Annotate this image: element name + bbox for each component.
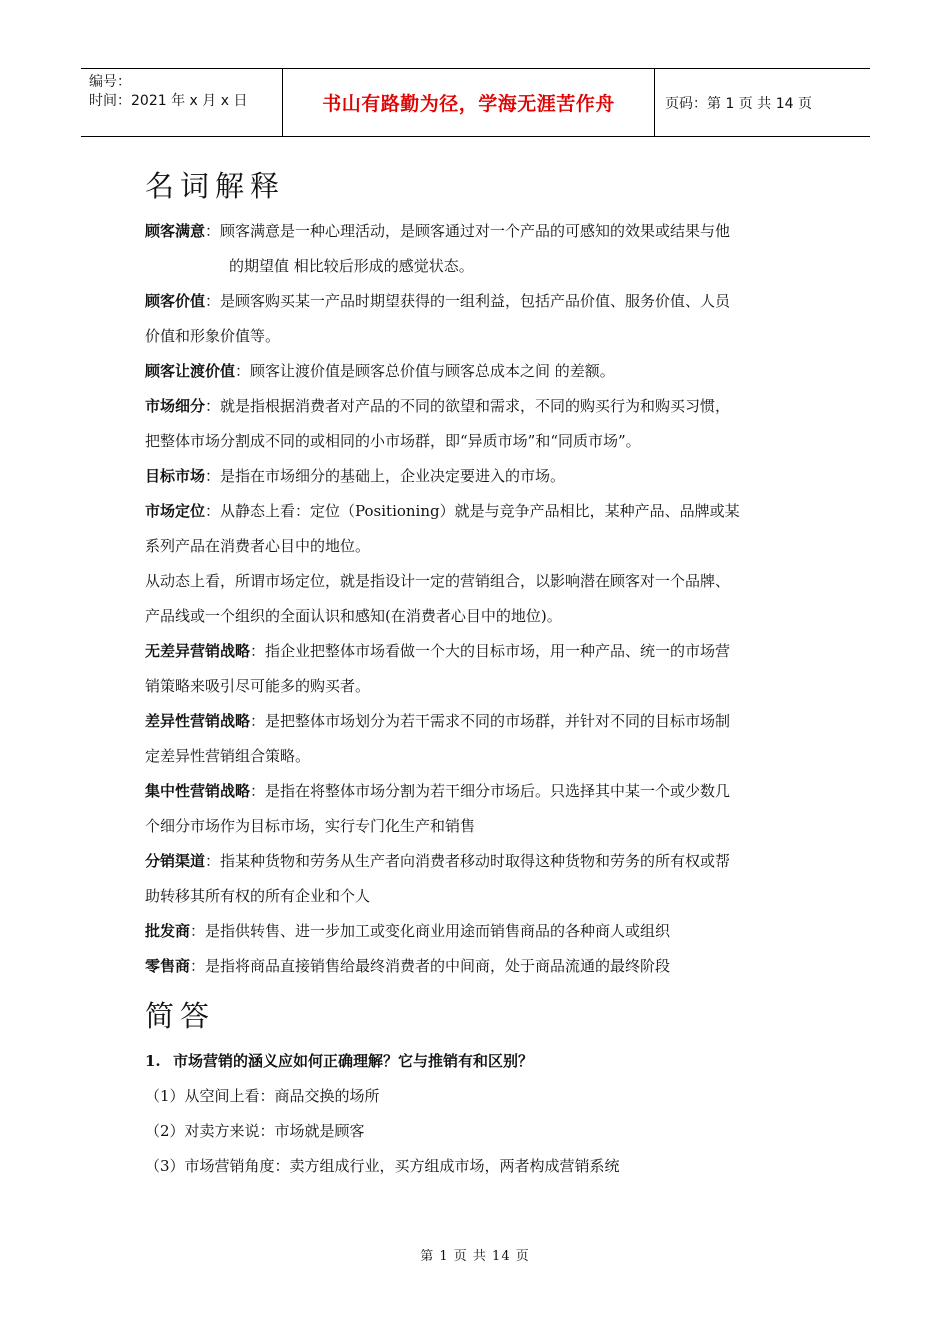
term-entry: [145, 774, 810, 809]
section-title-terms: 名词解释: [145, 169, 286, 203]
term-entry: [145, 949, 810, 984]
term-definition-continued: 助转移其所有权的所有企业和个人: [145, 887, 371, 905]
header-meta: [81, 69, 282, 136]
answer-item: （3）市场营销角度：卖方组成行业，买方组成市场，两者构成营销系统: [145, 1157, 620, 1175]
term-definition: 顾客满意是一种心理活动，是顾客通过对一个产品的可感知的效果或结果与他: [220, 222, 731, 240]
term-separator: ：: [205, 467, 221, 485]
term-name: 批发商: [145, 922, 191, 940]
question-text: 市场营销的涵义应如何正确理解？它与推销有和区别？: [173, 1052, 534, 1070]
term-entry: [145, 459, 810, 494]
term-definition: 顾客让渡价值是顾客总价值与顾客总成本之间 的差额。: [250, 362, 615, 380]
term-definition-continued: 价值和形象价值等。: [145, 327, 281, 345]
term-entry: [145, 214, 810, 249]
term-definition: 指企业把整体市场看做一个大的目标市场，用一种产品、统一的市场营: [265, 642, 731, 660]
term-name: 市场定位: [145, 502, 206, 520]
term-entry: [145, 389, 810, 424]
number-label: 编号：: [89, 74, 131, 90]
term-definition-continued: 个细分市场作为目标市场，实行专门化生产和销售: [145, 817, 476, 835]
term-name: 无差异营销战略: [145, 642, 251, 660]
term-separator: ：: [205, 502, 221, 520]
time-label: 时间：2021 年 x 月 x 日: [89, 93, 248, 109]
question: [145, 1044, 810, 1079]
term-name: 零售商: [145, 957, 191, 975]
term-separator: ：: [235, 362, 251, 380]
term-separator: ：: [205, 852, 221, 870]
term-entry: [145, 844, 810, 879]
term-separator: ：: [250, 712, 266, 730]
term-definition: 是指在将整体市场分割为若干细分市场后。只选择其中某一个或少数几: [265, 782, 731, 800]
term-definition-continued: 定差异性营销组合策略。: [145, 747, 311, 765]
question-number: 1.: [145, 1052, 161, 1070]
term-entry: [145, 354, 810, 389]
term-name: 顾客满意: [145, 222, 206, 240]
term-definition: 是指在市场细分的基础上，企业决定要进入的市场。: [220, 467, 566, 485]
term-definition: 是指供转售、进一步加工或变化商业用途而销售商品的各种商人或组织: [205, 922, 671, 940]
term-entry: [145, 704, 810, 739]
answer-item: （2）对卖方来说：市场就是顾客: [145, 1122, 365, 1140]
term-name: 顾客价值: [145, 292, 206, 310]
term-name: 目标市场: [145, 467, 206, 485]
term-separator: ：: [190, 957, 206, 975]
term-entry: [145, 914, 810, 949]
term-definition: 指某种货物和劳务从生产者向消费者移动时取得这种货物和劳务的所有权或帮: [220, 852, 731, 870]
page-header: [81, 68, 870, 137]
term-name: 差异性营销战略: [145, 712, 251, 730]
term-definition: 是指将商品直接销售给最终消费者的中间商，处于商品流通的最终阶段: [205, 957, 671, 975]
term-definition-continued: 把整体市场分割成不同的或相同的小市场群，即“异质市场”和“同质市场”。: [145, 432, 641, 450]
header-motto: 书山有路勤为径，学海无涯苦作舟: [282, 69, 655, 136]
term-separator: ：: [205, 222, 221, 240]
term-separator: ：: [190, 922, 206, 940]
term-definition-continued: 销策略来吸引尽可能多的购买者。: [145, 677, 371, 695]
answer-item: （1）从空间上看：商品交换的场所: [145, 1087, 380, 1105]
term-definition-continued: 的期望值 相比较后形成的感觉状态。: [229, 257, 474, 275]
term-entry: [145, 494, 810, 529]
section-title-short-answer: 简答: [145, 999, 216, 1033]
term-name: 市场细分: [145, 397, 206, 415]
term-separator: ：: [205, 397, 221, 415]
term-entry: [145, 284, 810, 319]
header-page-label: 页码：第 1 页 共 14 页: [665, 95, 812, 112]
term-list: [145, 214, 810, 984]
term-separator: ：: [205, 292, 221, 310]
term-entry: [145, 634, 810, 669]
term-name: 集中性营销战略: [145, 782, 251, 800]
page-footer: 第 1 页 共 14 页: [420, 1249, 530, 1264]
term-definition: 从静态上看：定位（Positioning）就是与竞争产品相比，某种产品、品牌或某: [220, 502, 740, 520]
plain-paragraph: 从动态上看，所谓市场定位，就是指设计一定的营销组合，以影响潜在顾客对一个品牌、: [145, 572, 731, 590]
term-separator: ：: [250, 642, 266, 660]
plain-paragraph-continued: 产品线或一个组织的全面认识和感知(在消费者心目中的地位)。: [145, 607, 562, 625]
term-name: 分销渠道: [145, 852, 206, 870]
term-separator: ：: [250, 782, 266, 800]
term-definition: 是把整体市场划分为若干需求不同的市场群，并针对不同的目标市场制: [265, 712, 731, 730]
term-definition-continued: 系列产品在消费者心目中的地位。: [145, 537, 371, 555]
term-name: 顾客让渡价值: [145, 362, 236, 380]
document-body: [145, 160, 810, 1184]
term-definition: 就是指根据消费者对产品的不同的欲望和需求，不同的购买行为和购买习惯，: [220, 397, 731, 415]
term-definition: 是顾客购买某一产品时期望获得的一组利益，包括产品价值、服务价值、人员: [220, 292, 731, 310]
